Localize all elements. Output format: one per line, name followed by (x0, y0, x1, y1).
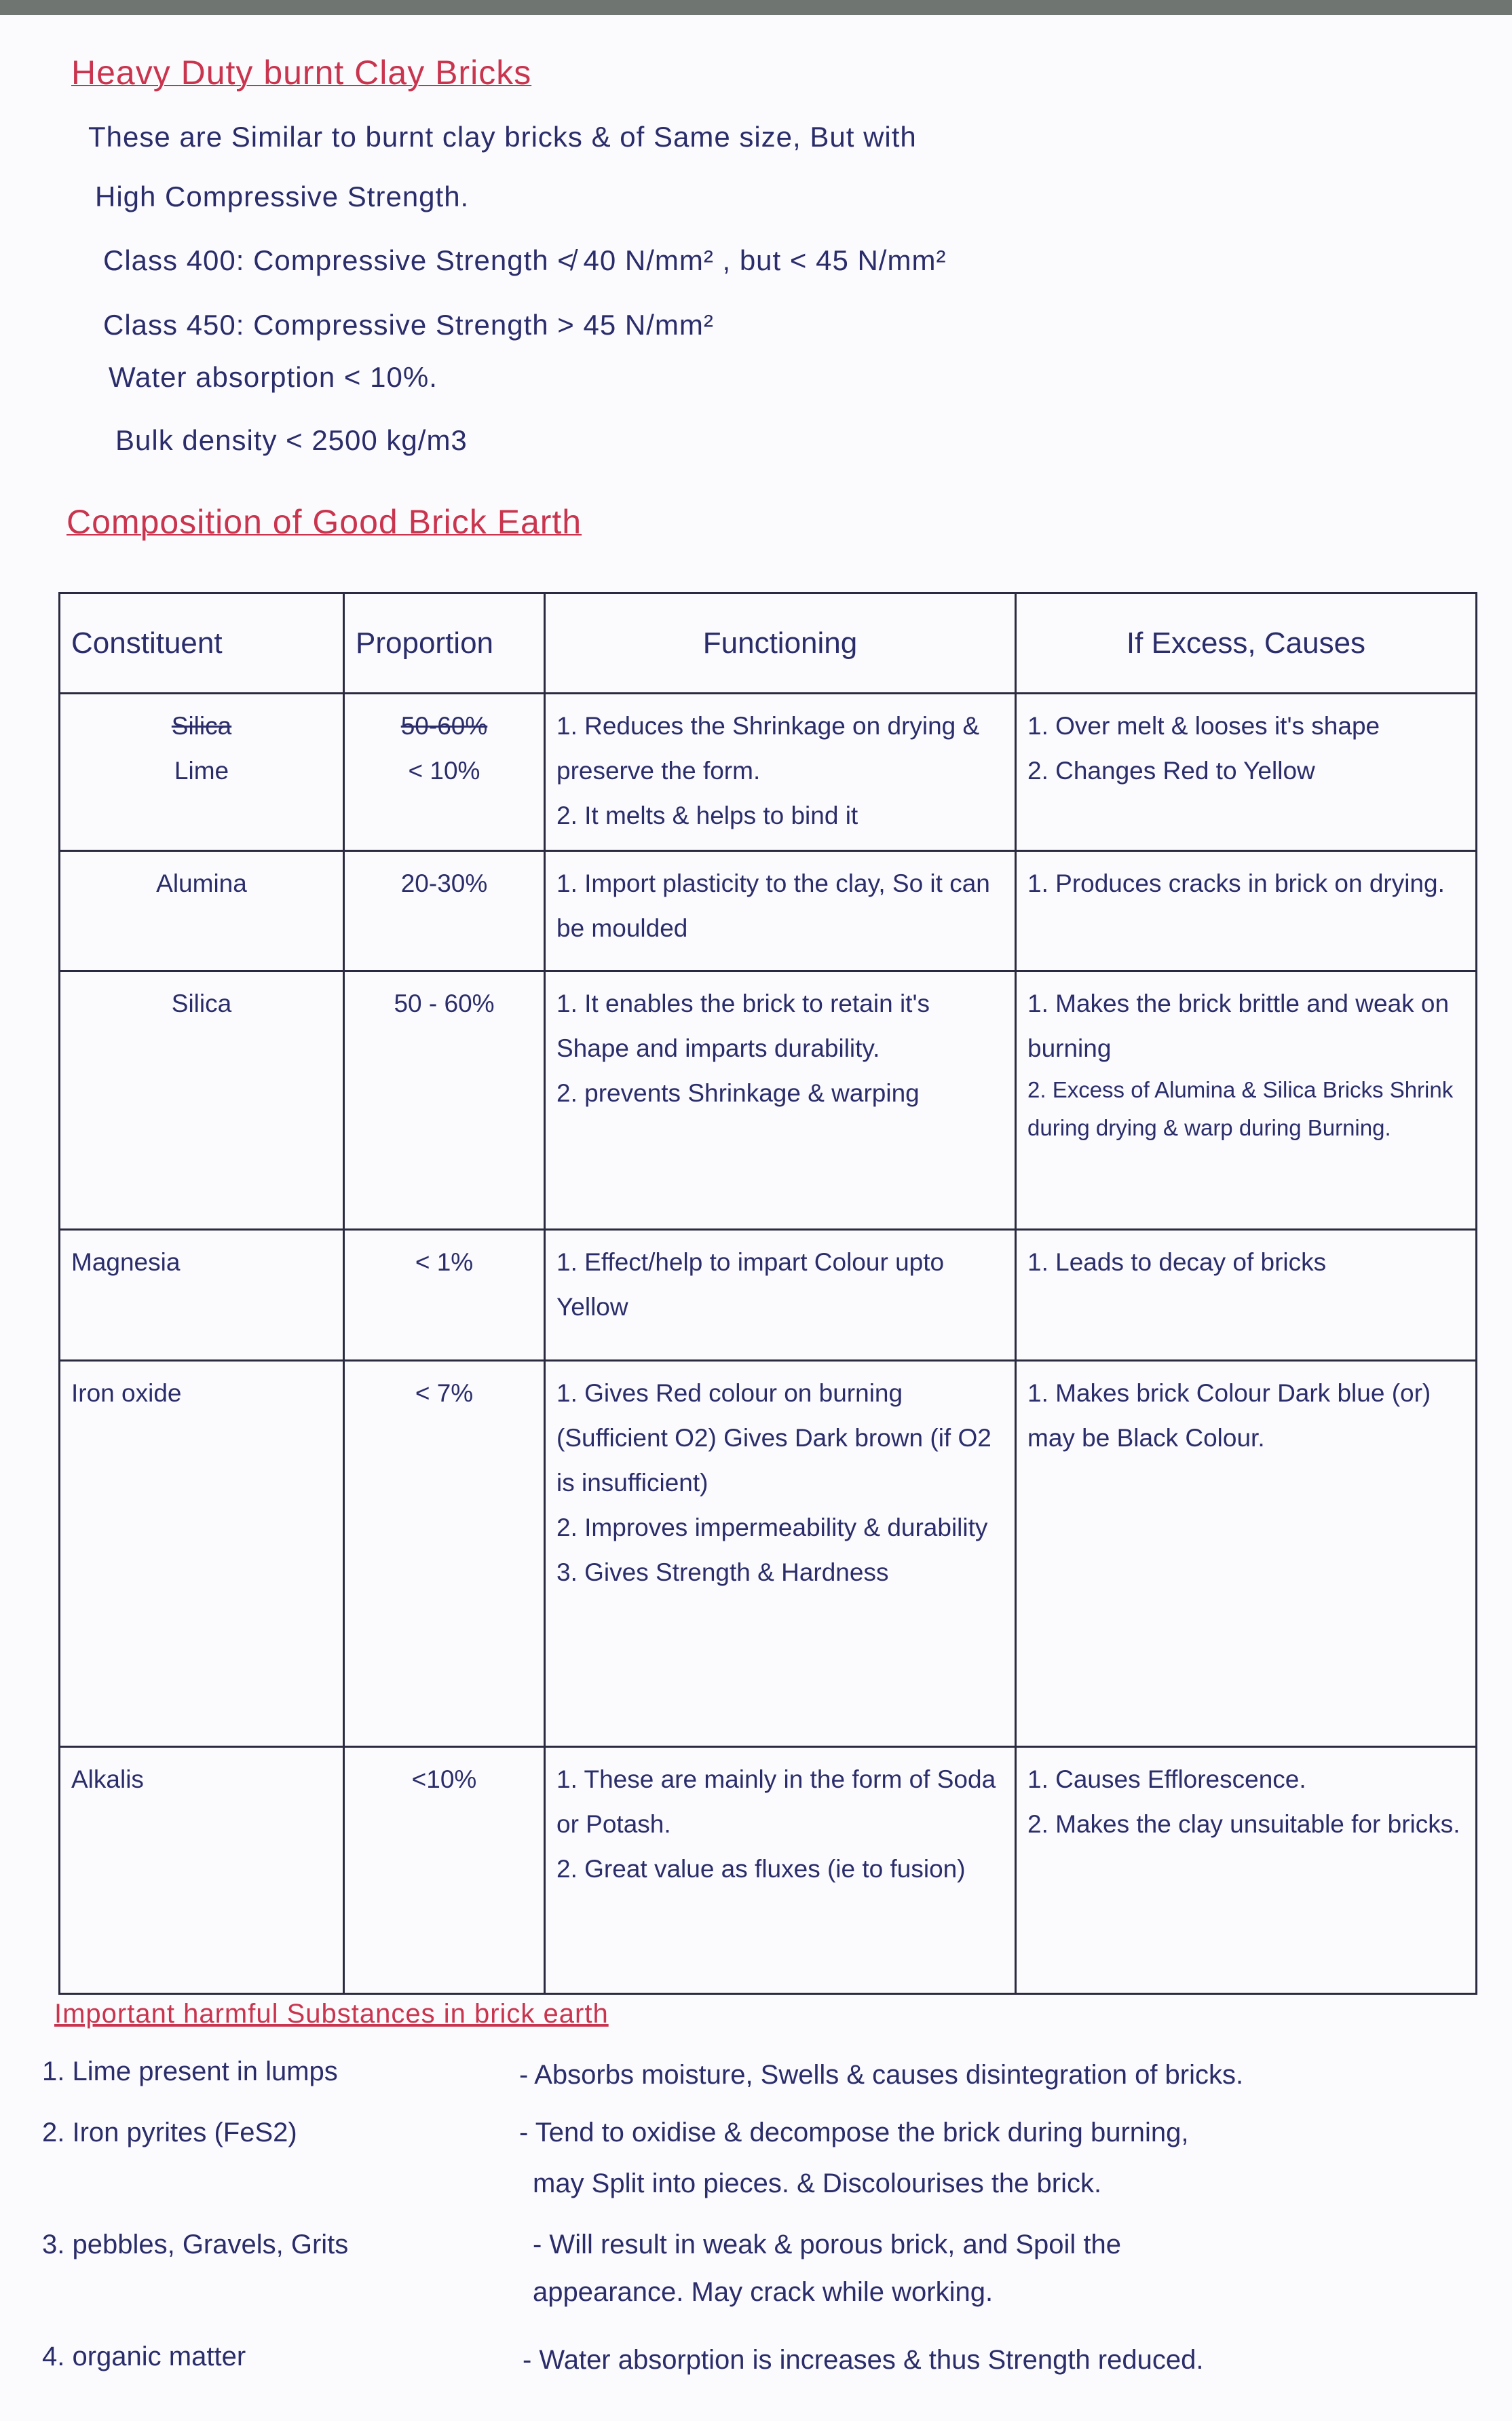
functioning-item: 1. Effect/help to impart Colour upto Yellow (556, 1248, 945, 1321)
harmful-effect: - Will result in weak & porous brick, and Spoil the (533, 2230, 1122, 2259)
functioning-item: 1. These are mainly in the form of Soda or Potash. (556, 1765, 996, 1838)
intro-line: These are Similar to burnt clay bricks & of Same size, But with (88, 121, 917, 153)
functioning-item: 2. Improves impermeability & durability (556, 1514, 988, 1541)
proportion: 20-30% (344, 851, 545, 971)
struck-constituent: Silica (171, 712, 232, 740)
table-header-row (60, 593, 1477, 694)
harmful-name: 4. organic matter (42, 2342, 246, 2371)
functioning-item: 3. Gives Strength & Hardness (556, 1558, 889, 1586)
constituent: Alumina (60, 851, 344, 971)
functioning-item: 1. Reduces the Shrinkage on drying & preserve the form. (556, 712, 980, 785)
excess-item: 1. Over melt & looses it's shape (1027, 712, 1380, 740)
spec-class-450: Class 450: Compressive Strength > 45 N/mm² (103, 309, 714, 341)
constituent: Lime (174, 757, 229, 785)
harmful-effect: appearance. May crack while working. (533, 2277, 994, 2307)
intro-line: High Compressive Strength. (95, 181, 470, 212)
struck-proportion: 50-60% (400, 712, 488, 740)
functioning-item: 1. It enables the brick to retain it's Shape and imparts durability. (556, 990, 930, 1062)
harmful-effect: - Tend to oxidise & decompose the brick during burning, (519, 2118, 1189, 2147)
proportion: < 1% (344, 1230, 545, 1361)
table-row (60, 1747, 1477, 1994)
harmful-effect: may Split into pieces. & Discolourises the brick. (533, 2169, 1102, 2198)
table-row (60, 1230, 1477, 1361)
header-constituent: Constituent (60, 593, 344, 694)
harmful-name: 2. Iron pyrites (FeS2) (42, 2118, 297, 2147)
excess-item: 2. Makes the clay unsuitable for bricks. (1027, 1810, 1460, 1838)
excess-item: 2. Excess of Alumina & Silica Bricks Shrink during drying & warp during Burning. (1027, 1077, 1454, 1140)
header-functioning: Functioning (545, 593, 1016, 694)
proportion: < 7% (344, 1361, 545, 1747)
table-row (60, 1361, 1477, 1747)
functioning-item: 2. It melts & helps to bind it (556, 802, 858, 829)
constituent: Silica (60, 971, 344, 1230)
header-if-excess: If Excess, Causes (1016, 593, 1477, 694)
table-row (60, 971, 1477, 1230)
functioning-item: 2. Great value as fluxes (ie to fusion) (556, 1855, 966, 1883)
heading-harmful-substances: Important harmful Substances in brick earth (54, 1999, 609, 2029)
harmful-effect: - Absorbs moisture, Swells & causes disintegration of bricks. (519, 2060, 1244, 2090)
constituent: Iron oxide (60, 1361, 344, 1747)
excess-item: 1. Makes the brick brittle and weak on burning (1027, 990, 1450, 1062)
excess-item: 2. Changes Red to Yellow (1027, 757, 1315, 785)
header-proportion: Proportion (344, 593, 545, 694)
harmful-effect: - Water absorption is increases & thus Strength reduced. (523, 2345, 1204, 2375)
spec-class-400: Class 400: Compressive Strength ≮ 40 N/mm² , but < 45 N/mm² (103, 244, 947, 276)
excess-item: 1. Causes Efflorescence. (1027, 1765, 1306, 1793)
functioning-item: 1. Import plasticity to the clay, So it can be moulded (556, 869, 990, 942)
constituent: Alkalis (60, 1747, 344, 1994)
spec-water-absorption: Water absorption < 10%. (109, 361, 438, 393)
table-row (60, 694, 1477, 851)
excess-item: 1. Produces cracks in brick on drying. (1027, 869, 1445, 897)
harmful-name: 3. pebbles, Gravels, Grits (42, 2230, 349, 2259)
scan-edge (0, 0, 1512, 15)
constituent: Magnesia (60, 1230, 344, 1361)
harmful-name: 1. Lime present in lumps (42, 2057, 338, 2086)
proportion: <10% (344, 1747, 545, 1994)
proportion: < 10% (408, 757, 480, 785)
heading-composition: Composition of Good Brick Earth (67, 503, 582, 541)
excess-item: 1. Makes brick Colour Dark blue (or) may be Black Colour. (1027, 1379, 1431, 1452)
spec-bulk-density: Bulk density < 2500 kg/m3 (115, 424, 468, 456)
heading-heavy-duty-bricks: Heavy Duty burnt Clay Bricks (71, 54, 532, 92)
functioning-item: 2. prevents Shrinkage & warping (556, 1079, 920, 1107)
table-row (60, 851, 1477, 971)
composition-table (58, 592, 1477, 1995)
excess-item: 1. Leads to decay of bricks (1027, 1248, 1327, 1276)
proportion: 50 - 60% (344, 971, 545, 1230)
functioning-item: 1. Gives Red colour on burning (Sufficient O2) Gives Dark brown (if O2 is insufficient) (556, 1379, 991, 1497)
